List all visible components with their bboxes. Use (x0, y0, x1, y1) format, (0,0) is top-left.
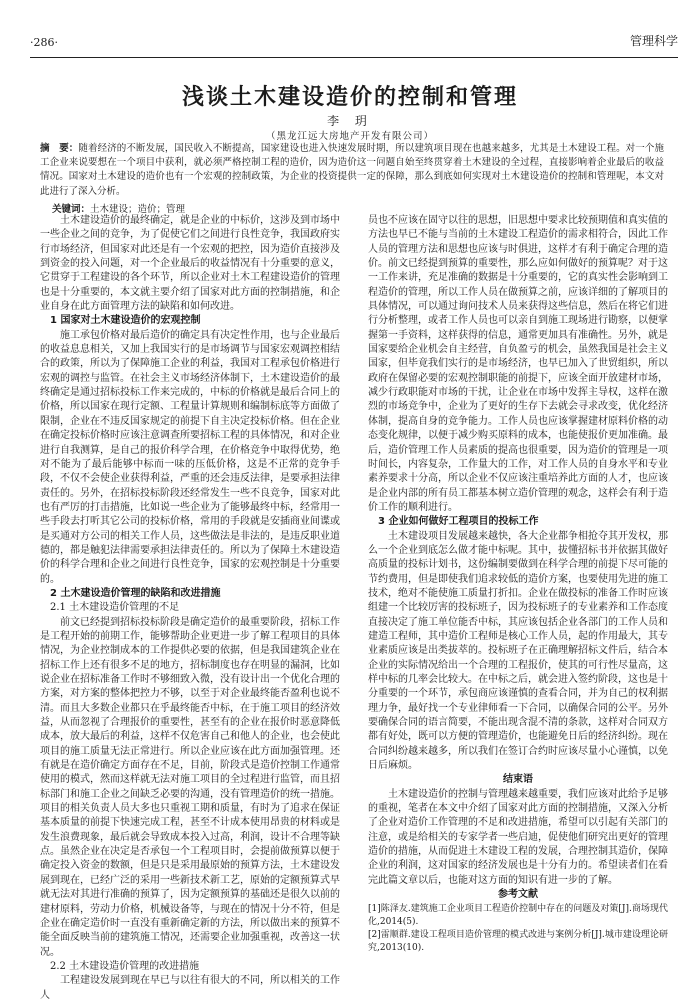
reference-item: [2]雷顺群.建设工程项目造价管理的模式改进与案例分析[J].城市建设理论研究,2013(10). (368, 929, 668, 953)
references-list (368, 903, 668, 955)
keywords-label: 关键词： (52, 204, 91, 215)
references-heading: 参考文献 (498, 889, 538, 901)
paragraph: 土木建设造价的控制与管理越来越重要，我们应该对此给予足够的重视，笔者在本文中介绍了国家对此方面的控制措施，又深入分析了企业对造价工作管理的不足和改进措施，希望可以引起有关部门的注意，或是给相关的专家学者一些启迪，促使他们研究出更好的管理造价的措施，从而促进土木建设工程的发展，合理控制其造价，保障企业的利润，这对国家的经济发展也是十分有力的。希望读者们在看完此篇文章以后，也能对这方面的知识有进一步的了解。 (368, 788, 668, 886)
paper-title: 浅谈土木建设造价的控制和管理 (181, 84, 518, 110)
journal-name: 管理科学 (629, 34, 678, 48)
paragraph: 施工承包价格对最后造价的确定具有决定性作用，也与企业最后的收益息息相关，又加上我国实行的是市场调节与国家宏观调控相结合的政策，所以为了保障施工企业的利益，我国对工程承包价格进行宏观的调控与监管。在社会主义市场经济体制下，土木建设造价的最终确定是通过招标投标工作来完成的，中标的价格就是最后合同上的价格，所以国家在现行定额、工程量计算规则和编制标底等方面做了限制，企业在不违反国家规定的前提下自主决定投标价格。但在企业在确定投标价格时应该注意调查所要招标工程的具体情况，和对企业进行自我测算，是自己的报价科学合理，在价格竞争中取得优势，绝对不能为了最后能够中标而一味的压低价格，这是不正常的竞争手段，不仅不会使企业获得利益，严重的还会违反法律，是要承担法律责任的。另外，在招标投标阶段还经常发生一些不良竞争，国家对此也有严厉的打击措施，比如说一些企业为了能够最终中标，经常用一些手段去打听其它公司的投标价格，常用的手段就是安插商业间谍或是买通对方公司的相关工作人员，这些做法是非法的，是违反职业道德的，都是触犯法律需要承担法律责任的。所以为了保障土木建设造价的科学合理和企业之间进行良性竞争，国家的宏观控制是十分重要的。 (40, 329, 340, 585)
abstract (40, 142, 664, 199)
paragraph: 土木建设造价的最终确定，就是企业的中标价，这涉及到市场中一些企业之间的竞争，为了促使它们之间进行良性竞争，我国政府实行市场经济，但国家对此还是有一个宏观的把控，因为造价直接涉及到资金的投入问题，对一个企业最后的收益情况有十分重要的意义，它贯穿于工程建设的各个环节，所以企业对土木工程建设造价的管理也是十分重要的，本文就主要介绍了国家对此方面的控制措施，和企业自身在此方面管理方法的缺陷和如何改进。 (40, 215, 340, 313)
page-number: ·286· (30, 36, 58, 49)
keywords-text: 土木建设；造价；管理 (90, 204, 186, 215)
left-column (40, 214, 340, 1003)
affiliation: （黑龙江远大房地产开发有限公司） (265, 131, 434, 142)
paragraph: 员也不应该在固守以往的思想，旧思想中要求比较预期值和真实值的方法也早已不能与当前的土木建设工程造价的需求相符合，因此工作人员的管理方法和思想也应该与时俱进，这样才有利于确定合理的造价。前文已经提到预算的重要性，那么应如何做好的预算呢？对于这一工作来讲，充足准确的数据是十分重要的，它的真实性会影响到工程造价的管理，所以工作人员在做预算之前，应该详细的了解项目的具体情况，可以通过询问技术人员来获得这些信息，然后在将它们进行分析整理，或者工作人员也可以亲自到施工现场进行勘察，以便掌握第一手资料，这样获得的信息，通常更加具有准确性。另外，就是国家要给企业机会自主经营，自负盈亏的机会，虽然我国是社会主义国家，但毕竟我们实行的是市场经济，也早已加入了世贸组织，所以政府在保留必要的宏观控制职能的前提下，应该全面开放建材市场，减少行政职能对市场的干扰，让企业在市场中发挥主导权，这样在激烈的市场竞争中，企业为了更好的生存下去就会寻求改变，优化经济体制，提高自身的竞争能力。工作人员也应该掌握建材原料价格的动态变化规律，以便于减少购买原料的成本，也能使报价更加准确。最后，造价管理工作人员素质的提高也很重要，因为造价的管理是一项时间长，内容复杂，工作量大的工作，对工作人员的自身水平和专业素养要求十分高，所以企业不仅应该注重培养此方面的人才，也应该是企业内部的所有员工都基本树立造价管理的观念，这样会有利于造价工作的顺利进行。 (368, 215, 668, 513)
abstract-label: 摘 要： (40, 143, 79, 154)
right-column (368, 214, 668, 955)
header-rule (30, 57, 678, 58)
author: 李 玥 (327, 114, 373, 128)
paragraph: 工程建设发展到现在早已与以往有很大的不同，所以相关的工作人 (40, 975, 340, 1001)
paragraph: 前文已经提到招标投标阶段是确定造价的最重要阶段，招标工作是工程开始的前期工作，能够帮助企业更进一步了解工程项目的具体情况，为企业控制成本的工作提供必要的依据，但是我国建筑企业在招标工作上还有很多不足的地方，招标制度也存在明显的漏洞，比如说企业在招标准备工作时不够细致入微，没有设计出一个优化合理的方案，对方案的整体把控力不够，以至于对企业最终能否盈利也说不清。而且大多数企业都只在乎最终能否中标，在于施工项目的经济效益，从而忽视了合理报价的重要性，甚至有的企业在报价时恶意降低成本，放大最后的利益，这样不仅危害自己和他人的企业，也会使此项目的施工质量无法正常进行。所以企业应该在此方面加强管理。还有就是在造价确定方面存在不足，目前，阶段式是造价控制工作通常使用的模式，然而这样就无法对施工项目的全过程进行监管，而且招标部门和施工企业之间缺乏必要的沟通，没有管理造价的统一措施。项目的相关负责人员大多也只重视工期和质量，有时为了追求在保证基本质量的前提下快速完成工程，甚至不计成本使用昂贵的材料或是发生浪费现象，最后就会导致成本投入过高，利润，设计不合理等缺点。虽然企业在决定是否承包一个工程项目时，会提前做预算以便于确定投入资金的数额，但是只是采用最原始的预算方法，土木建设发展到现在，已经广泛的采用一些新技术新工艺，原始的定额预算式早就无法对其进行准确的预算了，因为定额预算的基础还是很久以前的建材原料，劳动力价格，机械设备等，与现在的情况十分不符，但是企业在确定造价时一直没有重新确定新的方法，所以做出来的预算不能全面反映当前的建筑施工情况，还需要企业加强重视，改善这一状况。 (40, 616, 340, 958)
conclusion-heading: 结束语 (503, 774, 533, 786)
subsection-heading: 2.2 土木建设造价管理的改进措施 (50, 960, 200, 972)
subsection-heading: 2.1 土木建设造价管理的不足 (50, 602, 180, 614)
reference-item: [1]陈泽友.建筑施工企业项目工程造价控制中存在的问题及对策[J].商场现代化,2014(5). (368, 903, 668, 927)
keywords (52, 201, 664, 215)
abstract-text: 随着经济的不断发展，国民收入不断提高，国家建设也进入快速发展时期，所以建筑项目现在也越来越多，尤其是土木建设工程。对一个施工企业来说要想在一个项目中获利，就必须严格控制工程的造价，因为造价这一问题自始至终贯穿着土木建设的全过程，直接影响着企业最后的收益情况。国家对土木建设的造价也有一个宏观的控制政策，为企业的投资提供一定的保障，那么到底如何实现对土木建设造价的控制和管理呢，本文对此进行了深入分析。 (40, 143, 664, 197)
section-heading: 1 国家对土木建设造价的宏观控制 (50, 315, 201, 327)
paragraph: 土木建设项目发展越来越快，各大企业都争相抢夺其开发权，那么一个企业到底怎么做才能中标呢。其中，拔懂招标书并依据其做好高质量的投标计划书，这份编制要做到在科学合理的前提下尽可能的节约费用，但是即使我们追求较低的造价方案，也要使用先进的施工技术，绝对不能使施工质量打折扣。企业在做投标的准备工作时应该组建一个比较厉害的投标班子，因为投标班子的专业素养和工作态度直接决定了施工单位能否中标，其应该包括企业各部门的工作人员和建造工程师，其中造价工程师是核心工作人员，起的作用最大，其专业素质应该是出类拔萃的。投标班子在正确理解招标文件后，结合本企业的实际情况给出一个合理的工程报价，使其的可行性尽量高，这样中标的几率会比较大。在中标之后，就会进入签约阶段，这也是十分重要的一个环节，承包商应该谨慎的查看合同，并为自己的权利据理力争，最好找一个专业律师看一下合同，以确保合同的公平。另外要确保合同的语言简要，不能出现含混不清的条款，这样对合同双方都有好处，既可以方便的管理造价，也能避免日后的经济纠纷。现在合同纠纷越来越多，所以我们在签订合约时应该尽量小心谨慎，以免日后麻烦。 (368, 530, 668, 772)
section-heading: 2 土木建设造价管理的缺陷和改进措施 (50, 587, 221, 599)
page-header (30, 32, 678, 52)
section-heading: 3 企业如何做好工程项目的投标工作 (378, 516, 539, 528)
